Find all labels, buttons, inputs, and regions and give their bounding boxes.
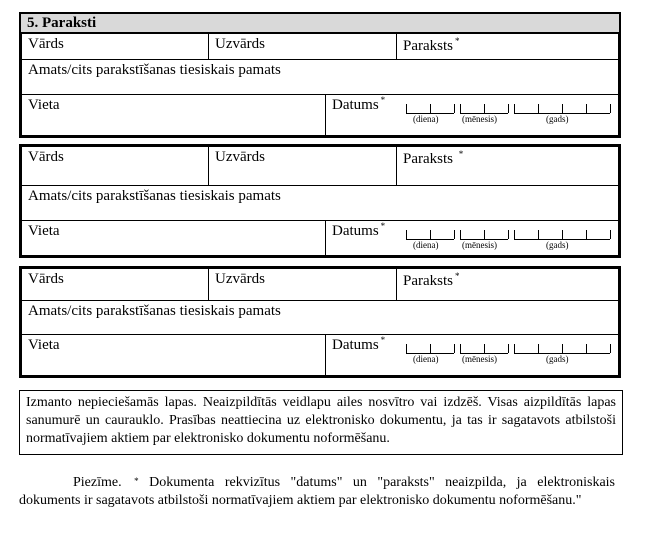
paraksts-cell[interactable]: Paraksts * — [396, 34, 618, 59]
signature-block-2 — [19, 144, 621, 258]
vards-cell[interactable]: Vārds — [28, 271, 64, 287]
date-field[interactable] — [406, 95, 606, 127]
vieta-cell[interactable]: Vieta — [28, 337, 60, 353]
vieta-cell[interactable]: Vieta — [28, 97, 60, 113]
amats-cell[interactable]: Amats/cits parakstīšanas tiesiskais pamats — [28, 303, 281, 319]
datums-cell[interactable]: Datums * (diena) (mēnesis) (gads) — [325, 221, 618, 257]
footnote — [19, 474, 615, 510]
month-label: (mēnesis) — [462, 354, 497, 364]
uzvards-cell[interactable]: Uzvārds — [208, 34, 397, 59]
year-label: (gads) — [546, 240, 569, 250]
paraksts-cell[interactable]: Paraksts * — [396, 269, 618, 300]
uzvards-cell[interactable]: Uzvārds — [208, 269, 397, 300]
signature-block-3 — [19, 266, 621, 378]
footnote-text: Dokumenta rekvizītus "datums" un "paraksts" neaizpilda, ja elektroniskais dokuments ir sagatavots atbilstoši normatīvajiem aktiem par elektronisko dokumentu noformēšanu." — [19, 475, 616, 508]
vards-cell[interactable]: Vārds — [28, 149, 64, 165]
amats-cell[interactable]: Amats/cits parakstīšanas tiesiskais pamats — [28, 62, 281, 78]
month-label: (mēnesis) — [462, 114, 497, 124]
datums-cell[interactable]: Datums * (diena) (mēnesis) (gads) — [325, 335, 618, 375]
day-label: (diena) — [413, 354, 439, 364]
vards-cell[interactable]: Vārds — [28, 36, 64, 52]
signature-block-1 — [19, 34, 621, 138]
datums-cell[interactable]: Datums * (diena) (mēnesis) (gads) — [325, 95, 618, 135]
section-title: 5. Paraksti — [19, 12, 621, 34]
year-label: (gads) — [546, 114, 569, 124]
day-label: (diena) — [413, 240, 439, 250]
date-field[interactable] — [406, 335, 606, 367]
day-label: (diena) — [413, 114, 439, 124]
footnote-mark: * — [134, 476, 139, 486]
amats-cell[interactable]: Amats/cits parakstīšanas tiesiskais pamats — [28, 188, 281, 204]
date-field[interactable] — [406, 221, 606, 253]
vieta-cell[interactable]: Vieta — [28, 223, 60, 239]
footnote-label: Piezīme. — [73, 475, 122, 490]
instructions-note: Izmanto nepieciešamās lapas. Neaizpildītās veidlapu ailes nosvītro vai izdzēš. Visas aizpildītās lapas sanumurē un caurauklo. Prasības neattiecina uz elektronisko dokumentu, ja tas ir sagatavots atbilstoši normatīvajiem aktiem par elektronisko dokumentu noformēšanu. — [19, 390, 623, 455]
paraksts-cell[interactable]: Paraksts * — [396, 147, 618, 185]
year-label: (gads) — [546, 354, 569, 364]
month-label: (mēnesis) — [462, 240, 497, 250]
uzvards-cell[interactable]: Uzvārds — [208, 147, 397, 185]
